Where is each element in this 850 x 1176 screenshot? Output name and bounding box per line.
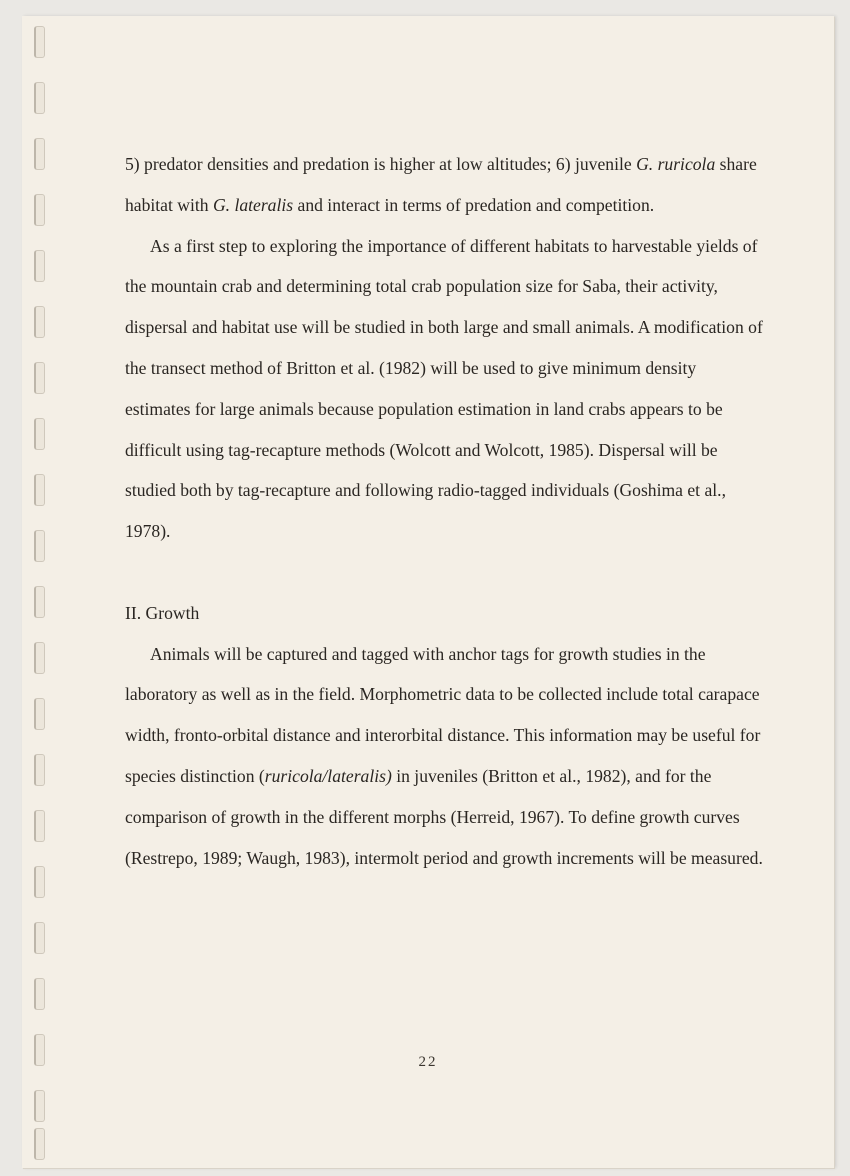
binding-hole (34, 586, 45, 618)
species-name-italic: G. lateralis (212, 194, 294, 215)
paragraph-text: in juveniles (Britton et al., 1982), and for the comparison of growth in the different morphs (Herreid, 1967). To define growth curves (Restrepo, 1989; Waugh, 1983), intermolt period and growth increments will be measured. (125, 765, 763, 868)
binding-hole (34, 306, 45, 338)
paragraph-predation (125, 144, 765, 226)
binding-hole (34, 362, 45, 394)
binding-hole (34, 250, 45, 282)
binding-hole (34, 698, 45, 730)
species-name-italic: ruricola/lateralis) (264, 765, 392, 786)
comb-binding (22, 16, 50, 1168)
binding-hole (34, 810, 45, 842)
binding-hole (34, 26, 45, 58)
binding-hole (34, 754, 45, 786)
binding-hole (34, 138, 45, 170)
document-body (125, 144, 765, 878)
binding-hole (34, 922, 45, 954)
species-name-italic: G. ruricola (636, 154, 716, 174)
binding-hole (34, 530, 45, 562)
page-number: 22 (418, 1054, 438, 1070)
paragraph-text: share habitat with (125, 154, 757, 215)
binding-hole (34, 642, 45, 674)
binding-hole (34, 978, 45, 1010)
binding-hole (34, 1090, 45, 1122)
document-page (22, 16, 834, 1168)
paragraph-text: Animals will be captured and tagged with anchor tags for growth studies in the laboratory as well as in the field. Morphometric data to be collected include total carapace width, fronto-orbital distance and interorbital distance. This information may be useful for species distinction ( (125, 643, 761, 786)
binding-hole (34, 1128, 45, 1160)
binding-hole (34, 82, 45, 114)
paragraph-growth (125, 634, 765, 879)
paragraph-text: and interact in terms of predation and competition. (293, 194, 655, 215)
paragraph-text: 5) predator densities and predation is higher at low altitudes; 6) juvenile (125, 154, 637, 174)
binding-hole (34, 866, 45, 898)
binding-hole (34, 474, 45, 506)
binding-hole (34, 194, 45, 226)
paragraph-dispersal: As a first step to exploring the importance of different habitats to harvestable yields of the mountain crab and determining total crab population size for Saba, their activity, dispersal and habitat use will be studied in both large and small animals. A modification of the transect method of Britton et al. (1982) will be used to give minimum density estimates for large animals because population estimation in land crabs appears to be difficult using tag-recapture methods (Wolcott and Wolcott, 1985). Dispersal will be studied both by tag-recapture and following radio-tagged individuals (Goshima et al., 1978). (125, 235, 763, 542)
section-heading-growth: II. Growth (125, 602, 200, 623)
binding-hole (34, 418, 45, 450)
